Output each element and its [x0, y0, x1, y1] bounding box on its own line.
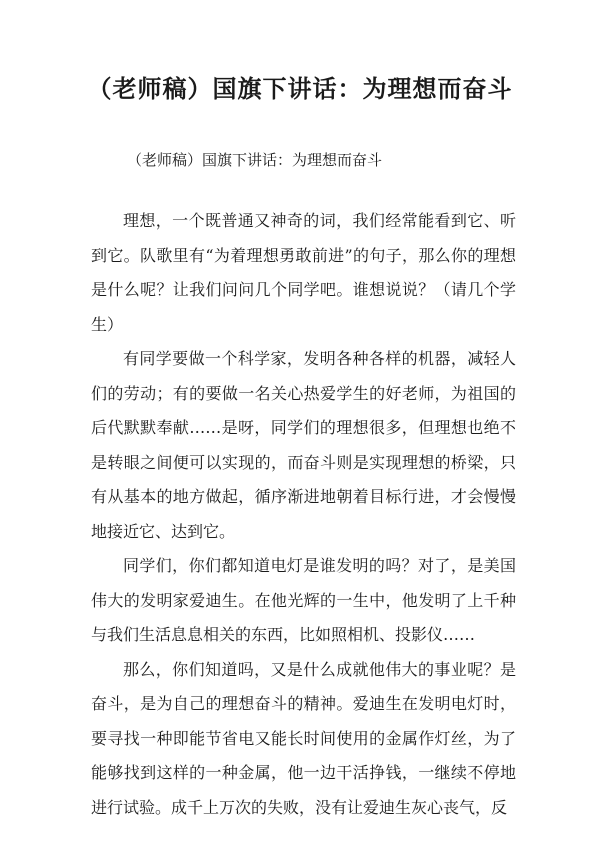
document-subtitle: （老师稿）国旗下讲话：为理想而奋斗 [127, 151, 383, 169]
paragraph: 有同学要做一个科学家，发明各种各样的机器，减轻人们的劳动；有的要做一名关心热爱学生的好老师，为祖国的后代默默奉献……是呀，同学们的理想很多，但理想也绝不是转眼之间便可以实现的，而奋斗则是实现理想的桥梁，只有从基本的地方做起，循序渐进地朝着目标行进，才会慢慢地接近它、达到它。 [91, 349, 516, 541]
page-title: （老师稿）国旗下讲话：为理想而奋斗 [87, 74, 513, 103]
paragraph: 理想，一个既普通又神奇的词，我们经常能看到它、听到它。队歌里有“为着理想勇敢前进”的句子，那么你的理想是什么呢？让我们问问几个同学吧。谁想说说？（请几个学生） [91, 211, 516, 334]
paragraph: 同学们，你们都知道电灯是谁发明的吗？对了，是美国伟大的发明家爱迪生。在他光辉的一生中，他发明了上千种与我们生活息息相关的东西，比如照相机、投影仪…… [91, 556, 516, 644]
paragraph: 那么，你们知道吗，又是什么成就他伟大的事业呢？是奋斗，是为自己的理想奋斗的精神。爱迪生在发明电灯时，要寻找一种即能节省电又能长时间使用的金属作灯丝，为了能够找到这样的一种金属，他一边干活挣钱，一继续不停地进行试验。成千上万次的失败，没有让爱迪生灰心丧气，反 [91, 659, 516, 817]
document-body [91, 204, 516, 825]
